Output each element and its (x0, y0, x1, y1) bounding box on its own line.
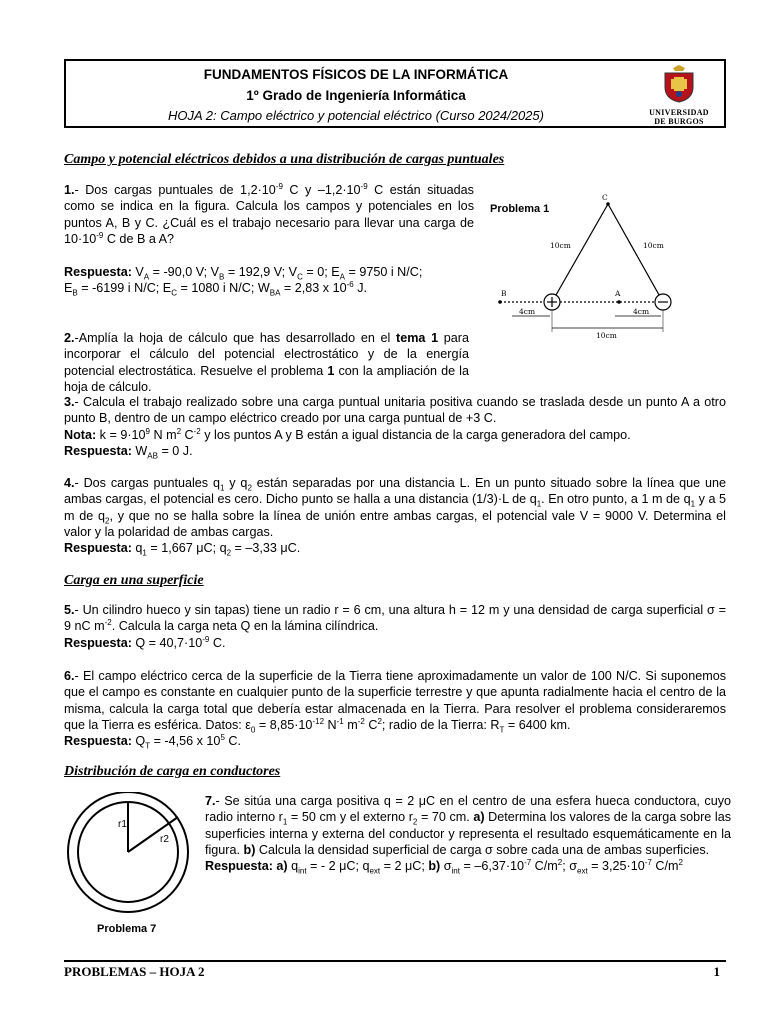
point-c-label: C (602, 193, 608, 202)
section-heading-conductors: Distribución de carga en conductores (64, 764, 281, 779)
base-label: 10cm (596, 331, 617, 340)
problem-3: 3.- Calcula el trabajo realizado sobre una carga puntual unitaria positiva cuando se traslada desde un punto A a otro punto B, dentro de un campo eléctrico creado por una carga puntual de +3 C. Nota: $k = 9\cdot 10^9$ N $m^2$ $C^{-2}$ y los puntos A y B están a igual distancia de la carga generadora del campo. Respuesta: $W_{AB} = 0$ J. (64, 395, 726, 461)
problem-4: 4.- Dos cargas puntuales $q_1$ y $q_2$ están separadas por una distancia L. En un punto situado sobre la línea que une ambas cargas, el potencial es cero. Dicho punto se halla a una distancia (1/3)·L de $q_1$. En otro punto, a 1 m de $q_1$ y a 5 m de $q_2$, y que no se halla sobre la línea de unión entre ambas cargas, el potencial vale V = 9000 V. Determina el valor y la polaridad de ambas cargas. Respuesta: $q_1 = 1,667$ μC; $q_2 = -3,33$ μC. (64, 476, 726, 558)
triangle-left-side (552, 204, 608, 302)
figure-7-caption: Problema 7 (97, 923, 157, 935)
problem-1: 1.- Dos cargas puntuales de $1,2\cdot 10^{-9}$ C y $-1,2\cdot 10^{-9}$ C están situadas como se indica en la figura. Calcula los campos y potenciales en los puntos A, B y C. ¿Cuál es el trabajo necesario para llevar una carga de $10\cdot 10^{-9}$ C de B a A? (64, 181, 474, 246)
section-heading-point-charges: Campo y potencial eléctricos debidos a una distribución de cargas puntuales (64, 152, 505, 167)
degree-title: 1º Grado de Ingeniería Informática (246, 88, 466, 103)
d-left-label: 4cm (519, 307, 536, 316)
university-name-line1: UNIVERSIDAD (649, 108, 709, 117)
sheet-title: HOJA 2: Campo eléctrico y potencial eléctrico (Curso 2024/2025) (168, 108, 544, 123)
page-number: 1 (713, 964, 720, 979)
side-left-label: 10cm (550, 241, 571, 250)
r1-label: r1 (118, 819, 127, 830)
problem-5: 5.- Un cilindro hueco y sin tapas) tiene un radio r = 6 cm, una altura h = 12 m y una densidad de carga superficial σ = 9 nC $m^{-2}$. Calcula la carga neta Q en la lámina cilíndrica. Respuesta: $Q = 40,7\cdot 10^{-9}$ C. (64, 603, 726, 650)
figure-1-triangle-diagram (495, 190, 710, 345)
d-right-label: 4cm (633, 307, 650, 316)
page-footer (64, 960, 726, 980)
side-right-label: 10cm (643, 241, 664, 250)
header-box (64, 59, 726, 128)
figure-1-caption: Problema 1 (490, 203, 550, 215)
point-a-label: A (615, 289, 621, 298)
problem-1-answer: Respuesta: $V_A = -90,0$ V; $V_B = 192,9$ V; $V_C = 0$; $E_A = 9750$ i N/C; $E_B = -6199$ i N/C; $E_C = 1080$ i N/C; $W_{BA} = 2,83$ x $10^{-6}$ J. (64, 265, 423, 298)
triangle-right-side (608, 204, 663, 302)
point-b-label: B (501, 289, 507, 298)
problem-6: 6.- El campo eléctrico cerca de la superficie de la Tierra tiene aproximadamente un valor de 100 N/C. Si suponemos que el campo es constante en cualquier punto de la superficie terrestre y que apunta radialmente hacia el centro de la misma, calcula la carga total que debería estar almacenada en la Tierra. Para resolver el problema consideraremos que la Tierra es esférica. Datos: $\varepsilon_0 = 8,85\cdot 10^{-12}$ $N^{-1}$ $m^{-2}$ $C^2$; radio de la Tierra: $R_T = 6400$ km. Respuesta: $Q_T = -4,56$ x $10^5$ C. (64, 669, 726, 751)
figure-7-spheres-diagram (62, 792, 192, 917)
university-logo (644, 65, 714, 125)
problem-2: 2.-Amplía la hoja de cálculo que has desarrollado en el tema 1 para incorporar el cálculo del potencial electrostático y de la energía potencial electrostática. Resuelve el problema 1 con la ampliación de la hoja de cálculo. (64, 331, 469, 394)
radius-r2-line (128, 817, 178, 852)
course-title: FUNDAMENTOS FÍSICOS DE LA INFORMÁTICA (203, 67, 509, 82)
coat-of-arms-icon (659, 65, 699, 103)
problem-7: 7.- Se sitúa una carga positiva q = 2 μC en el centro de una esfera hueca conductora, cuyo radio interno $r_1 = 50$ cm y el externo $r_2 = 70$ cm. a) Determina los valores de la carga sobre las superficies interna y externa del conductor y representa el resultado esquemáticamente en la figura. b) Calcula la densidad superficial de carga σ sobre cada una de ambas superficies. Respuesta: a) $q_{int}$ = - 2 μC; $q_{ext} = 2$ μC; b) $\sigma_{int} = -6,37\cdot 10^{-7}$ $C/m^2$; $\sigma_{ext} = 3,25\cdot 10^{-7}$ $C/m^2$ (205, 794, 732, 876)
r2-label: r2 (160, 834, 169, 845)
section-heading-surface-charge: Carga en una superficie (64, 573, 204, 588)
university-name-line2: DE BURGOS (654, 117, 704, 126)
footer-label: PROBLEMAS – HOJA 2 (64, 964, 205, 979)
